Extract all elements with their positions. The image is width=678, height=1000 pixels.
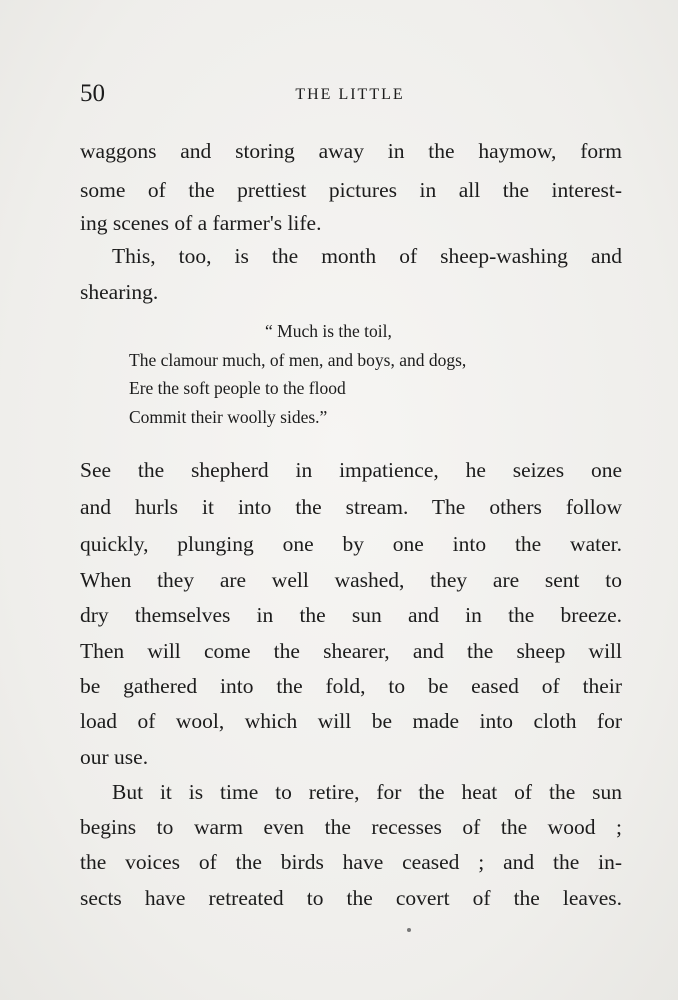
text-line: quickly, plunging one by one into the water. [80, 532, 622, 556]
text-line: our use. [80, 745, 149, 769]
text-line: and hurls it into the stream. The others follow [80, 495, 622, 519]
page-number: 50 [80, 80, 105, 107]
text-line: begins to warm even the recesses of the wood ; [80, 815, 622, 839]
ink-speck [407, 928, 411, 932]
text-line: But it is time to retire, for the heat of the sun [112, 780, 622, 804]
text-line: the voices of the birds have ceased ; and the in- [80, 850, 622, 874]
verse-line: The clamour much, of men, and boys, and dogs, [129, 350, 467, 370]
text-line: dry themselves in the sun and in the breeze. [80, 603, 622, 627]
text-line: ing scenes of a farmer's life. [80, 211, 322, 235]
running-head [80, 80, 620, 110]
text-line: some of the prettiest pictures in all the interest- [80, 178, 622, 202]
text-line: be gathered into the fold, to be eased of their [80, 674, 622, 698]
text-line: Then will come the shearer, and the sheep will [80, 639, 622, 663]
text-line: See the shepherd in impatience, he seizes one [80, 458, 622, 482]
verse-line: Ere the soft people to the flood [129, 378, 346, 398]
text-line: shearing. [80, 280, 159, 304]
text-line: waggons and storing away in the haymow, form [80, 139, 622, 163]
text-line: When they are well washed, they are sent to [80, 568, 622, 592]
verse-line: Commit their woolly sides.” [129, 407, 328, 427]
text-line: sects have retreated to the covert of the leaves. [80, 886, 622, 910]
running-title: THE LITTLE [295, 86, 405, 103]
text-line: This, too, is the month of sheep-washing and [112, 244, 622, 268]
verse-line: “ Much is the toil, [265, 321, 392, 341]
text-line: load of wool, which will be made into cloth for [80, 709, 622, 733]
